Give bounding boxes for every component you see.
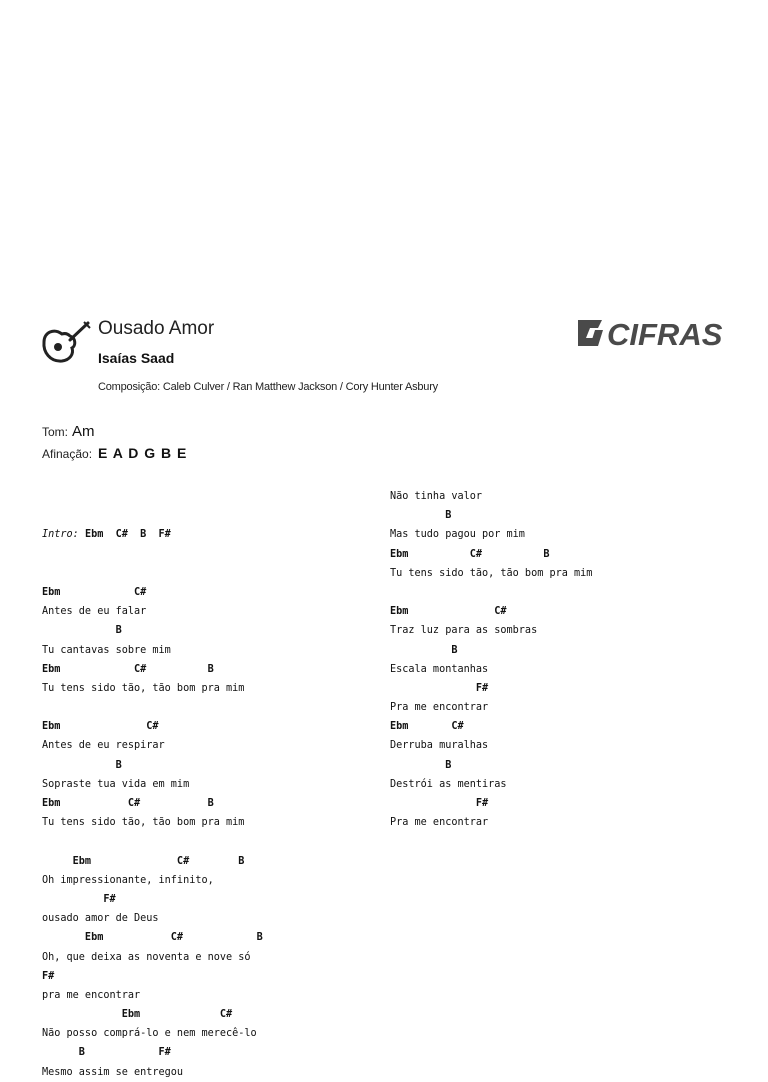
chord-line: Ebm C#	[42, 1009, 233, 1021]
artist-name: Isaías Saad	[98, 350, 175, 366]
lyric-line: Antes de eu falar	[42, 606, 147, 618]
chord-line: Ebm C# B	[42, 932, 263, 944]
lyric-line: Tu tens sido tão, tão bom pra mim	[42, 817, 245, 829]
chord-line: B F#	[42, 1047, 171, 1059]
lyric-line: Mesmo assim se entregou	[42, 1066, 184, 1078]
lyric-line: Mas tudo pagou por mim	[390, 529, 525, 541]
lyric-line: Tu tens sido tão, tão bom pra mim	[390, 567, 593, 579]
lyric-line: Traz luz para as sombras	[390, 625, 538, 637]
key-label: Tom:	[42, 425, 69, 439]
lyric-line: Escala montanhas	[390, 663, 489, 675]
lyric-line: Destrói as mentiras	[390, 778, 507, 790]
chord-line: Ebm C# B	[42, 663, 214, 675]
lyric-line: Não tinha valor	[390, 491, 483, 502]
chord-line: Ebm C# B	[42, 798, 214, 810]
chord-line: Ebm C# B	[42, 855, 245, 867]
chord-sheet-right-column	[390, 487, 592, 832]
lyric-line: Oh, que deixa as noventa e nove só	[42, 951, 251, 963]
chord-line: Ebm C#	[42, 586, 147, 598]
chord-line: B	[42, 625, 122, 637]
chord-line: F#	[42, 893, 116, 905]
lyric-line: Pra me encontrar	[390, 702, 489, 714]
intro-line	[42, 525, 263, 544]
chord-line: F#	[390, 682, 489, 694]
cifras-logo-text: CIFRAS	[607, 317, 723, 350]
key-value: Am	[72, 423, 95, 440]
blank-line	[42, 832, 263, 851]
blank-line	[42, 698, 263, 717]
intro-label: Intro:	[42, 529, 79, 541]
chord-line: Ebm C# B	[390, 548, 550, 560]
song-title: Ousado Amor	[98, 318, 215, 339]
chord-line: Ebm C#	[390, 721, 464, 733]
blank-line	[390, 583, 592, 602]
lyric-line: Antes de eu respirar	[42, 740, 165, 752]
lyric-line: Não posso comprá-lo e nem merecê-lo	[42, 1028, 257, 1040]
tuning-label: Afinação:	[42, 447, 93, 461]
composer-label: Composição:	[98, 381, 160, 393]
guitar-icon	[40, 318, 92, 366]
lyric-line: Sopraste tua vida em mim	[42, 778, 190, 790]
chord-line: Ebm C#	[42, 721, 159, 733]
lyric-line: pra me encontrar	[42, 989, 141, 1001]
key-row	[42, 423, 95, 440]
intro-chords: Ebm C# B F#	[78, 529, 171, 541]
lyric-line: Tu cantavas sobre mim	[42, 644, 171, 656]
lyric-line: ousado amor de Deus	[42, 913, 159, 925]
chord-line: B	[42, 759, 122, 771]
chord-line: F#	[390, 798, 489, 809]
cifras-logo	[576, 316, 740, 350]
song-header	[40, 316, 740, 406]
chord-line: B	[390, 644, 458, 656]
chord-line: F#	[42, 970, 55, 982]
chord-sheet-left-column	[42, 487, 263, 1082]
tuning-row	[42, 445, 187, 461]
chord-line: Ebm C#	[390, 606, 507, 618]
composer-credits	[98, 381, 438, 393]
lyric-line: Pra me encontrar	[390, 817, 489, 829]
lyric-line: Derruba muralhas	[390, 740, 489, 752]
blank-line	[42, 564, 263, 583]
chord-line: B	[390, 510, 452, 522]
lyric-line: Tu tens sido tão, tão bom pra mim	[42, 682, 245, 694]
composer-names: Caleb Culver / Ran Matthew Jackson / Cory Hunter Asbury	[162, 381, 438, 393]
tuning-value: E A D G B E	[98, 445, 188, 461]
lyric-line: Oh impressionante, infinito,	[42, 874, 214, 886]
chord-line: B	[390, 759, 452, 771]
